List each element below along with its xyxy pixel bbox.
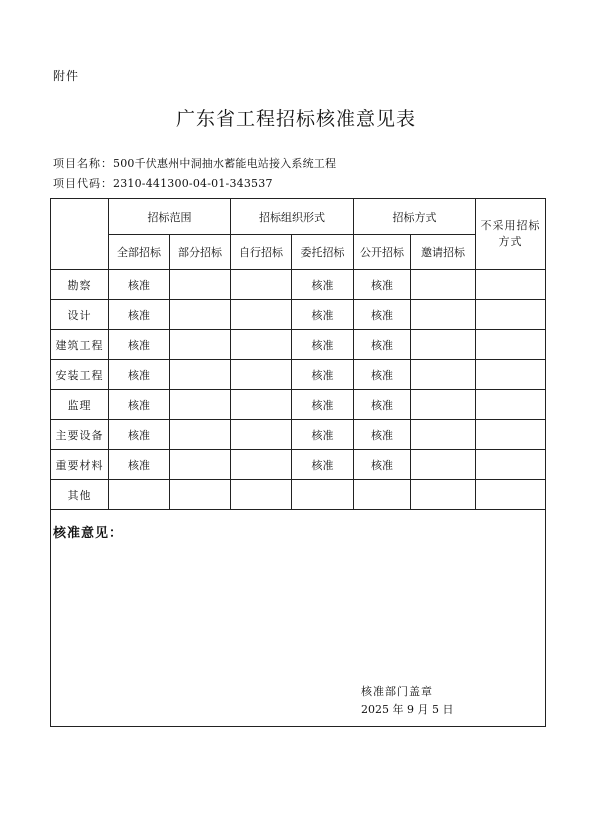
table-cell: [231, 360, 292, 390]
subheader-public-tender: 公开招标: [354, 235, 411, 270]
table-cell: 核准: [354, 270, 411, 300]
attachment-label: 附件: [53, 69, 80, 83]
table-cell: [411, 330, 476, 360]
table-cell: 核准: [354, 300, 411, 330]
table-cell: [109, 480, 170, 510]
table-cell: [231, 270, 292, 300]
table-cell: [170, 300, 231, 330]
table-cell: 核准: [292, 450, 354, 480]
table-cell: 核准: [354, 390, 411, 420]
table-cell: [231, 420, 292, 450]
subheader-full-tender: 全部招标: [109, 235, 170, 270]
row-category: 重要材料: [51, 450, 109, 480]
row-category: 设计: [51, 300, 109, 330]
project-name-value: 500千伏惠州中洞抽水蓄能电站接入系统工程: [113, 157, 337, 170]
header-tender-method: 招标方式: [354, 199, 476, 235]
table-cell: [170, 450, 231, 480]
table-cell: [411, 450, 476, 480]
table-row: [51, 330, 546, 360]
table-cell: [231, 480, 292, 510]
subheader-invited-tender: 邀请招标: [411, 235, 476, 270]
table-cell: [170, 360, 231, 390]
table-cell: [292, 480, 354, 510]
table-cell: 核准: [354, 330, 411, 360]
row-category: 主要设备: [51, 420, 109, 450]
table-row: [51, 450, 546, 480]
row-category: 其他: [51, 480, 109, 510]
subheader-partial-tender: 部分招标: [170, 235, 231, 270]
page-title: 广东省工程招标核准意见表: [175, 108, 416, 130]
table-row: [51, 420, 546, 450]
table-cell: 核准: [292, 330, 354, 360]
table-cell: 核准: [109, 300, 170, 330]
row-category: 建筑工程: [51, 330, 109, 360]
table-cell: [231, 300, 292, 330]
corner-cell: [51, 199, 109, 270]
table-cell: [411, 390, 476, 420]
table-cell: 核准: [292, 360, 354, 390]
table-cell: 核准: [109, 450, 170, 480]
opinion-label: 核准意见：: [53, 526, 124, 541]
table-cell: 核准: [354, 360, 411, 390]
row-category: 安装工程: [51, 360, 109, 390]
table-cell: 核准: [109, 420, 170, 450]
row-category: 勘察: [51, 270, 109, 300]
row-category: 监理: [51, 390, 109, 420]
table-cell: [476, 450, 546, 480]
table-cell: [476, 480, 546, 510]
project-code-value: 2310-441300-04-01-343537: [113, 177, 273, 190]
approval-date: 2025 年 9 月 5 日: [361, 703, 454, 716]
table-cell: [354, 480, 411, 510]
table-cell: 核准: [292, 420, 354, 450]
table-cell: [231, 330, 292, 360]
project-name-line: [53, 155, 336, 171]
table-cell: 核准: [109, 360, 170, 390]
table-header-row: [51, 199, 546, 235]
table-cell: [231, 390, 292, 420]
table-cell: 核准: [292, 390, 354, 420]
table-subheader-row: [51, 235, 546, 270]
table-cell: [170, 480, 231, 510]
header-tender-organization: 招标组织形式: [231, 199, 354, 235]
table-cell: 核准: [354, 420, 411, 450]
table-cell: [170, 330, 231, 360]
project-code-line: [53, 175, 273, 191]
table-row: [51, 360, 546, 390]
table-cell: [476, 420, 546, 450]
table-cell: [170, 420, 231, 450]
table-cell: [411, 360, 476, 390]
table-row: [51, 270, 546, 300]
table-cell: [411, 300, 476, 330]
table-cell: [411, 270, 476, 300]
table-cell: [411, 420, 476, 450]
table-row: [51, 300, 546, 330]
table-cell: 核准: [109, 270, 170, 300]
table-cell: [231, 450, 292, 480]
header-no-tender: 不采用招标方式: [476, 199, 546, 270]
table-cell: 核准: [109, 330, 170, 360]
project-name-label: 项目名称：: [53, 157, 113, 170]
table-cell: 核准: [354, 450, 411, 480]
project-code-label: 项目代码：: [53, 177, 113, 190]
table-cell: 核准: [292, 270, 354, 300]
header-tender-scope: 招标范围: [109, 199, 231, 235]
table-cell: 核准: [109, 390, 170, 420]
table-cell: 核准: [292, 300, 354, 330]
table-row: [51, 390, 546, 420]
table-cell: [476, 390, 546, 420]
seal-label: 核准部门盖章: [361, 685, 433, 698]
table-cell: [476, 270, 546, 300]
table-cell: [476, 330, 546, 360]
subheader-self-tender: 自行招标: [231, 235, 292, 270]
table-cell: [170, 270, 231, 300]
subheader-entrusted-tender: 委托招标: [292, 235, 354, 270]
table-cell: [411, 480, 476, 510]
opinion-section: [51, 510, 546, 727]
table-cell: [170, 390, 231, 420]
table-cell: [476, 360, 546, 390]
table-cell: [476, 300, 546, 330]
approval-table: [50, 198, 546, 727]
table-row: [51, 480, 546, 510]
